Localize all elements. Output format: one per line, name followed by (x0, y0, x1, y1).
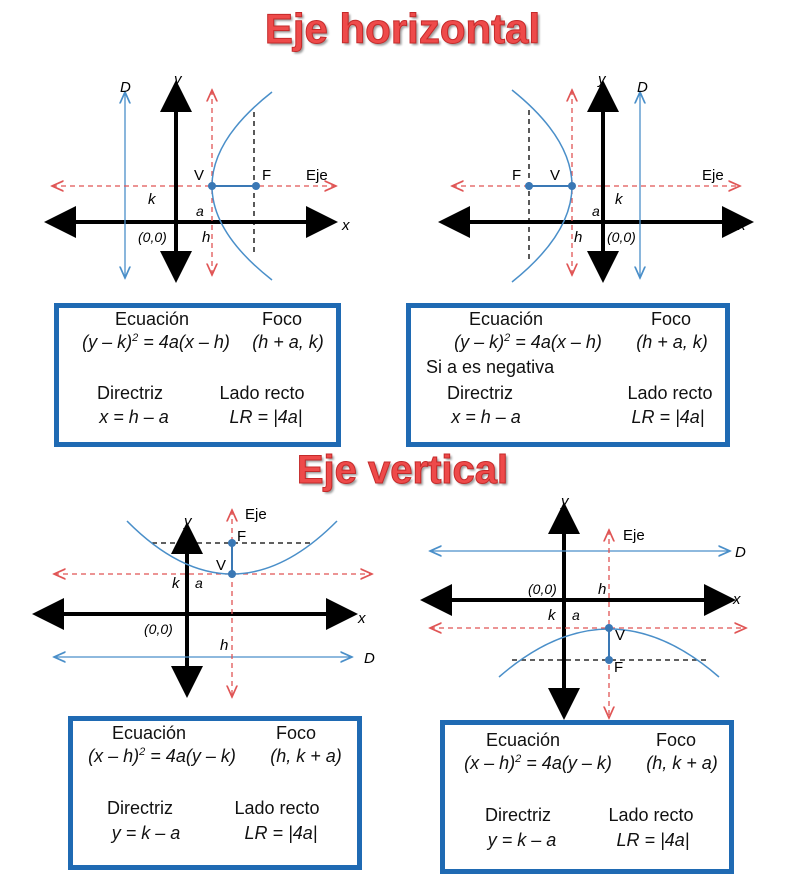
equation: (y – k)$^2$ = 4a(x – h) (82, 332, 230, 352)
lado-recto-label: Lado recto (219, 383, 305, 403)
diagram-horizontal-right (52, 71, 350, 280)
lado-recto-value: LR = |4a| (631, 407, 705, 427)
label-x: x (342, 217, 350, 234)
label-origin: (0,0) (138, 229, 167, 245)
label-V: V (194, 167, 205, 184)
foco-value: (h, k + a) (646, 753, 718, 773)
label-F: F (237, 528, 247, 545)
label-F: F (614, 659, 624, 676)
label-y: y (174, 71, 182, 88)
lado-recto-value: LR = |4a| (244, 823, 318, 843)
directriz-value: y = k – a (487, 830, 557, 850)
label-k: k (148, 191, 156, 208)
label-F: F (262, 167, 272, 184)
directriz-label: Directriz (107, 798, 173, 818)
heading-horizontal-axis: Eje horizontal (264, 5, 541, 52)
directriz-value: y = k – a (111, 823, 181, 843)
label-eje: Eje (245, 506, 267, 523)
foco-value: (h, k + a) (270, 746, 342, 766)
label-eje: Eje (623, 527, 645, 544)
label-x: x (738, 217, 746, 234)
foco-label: Foco (650, 309, 692, 329)
label-x: x (733, 591, 741, 608)
diagram-vertical-up (40, 506, 375, 697)
negative-a-note: Si a es negativa (426, 357, 555, 377)
vertex-point (568, 182, 576, 190)
directriz-label: Directriz (97, 383, 163, 403)
lado-recto-label: Lado recto (608, 805, 694, 825)
equation: (x – h)$^2$ = 4a(y – k) (464, 753, 612, 773)
label-h: h (220, 637, 229, 654)
label-k: k (548, 607, 556, 624)
label-D: D (364, 650, 375, 667)
label-a: a (196, 203, 204, 219)
label-k: k (172, 575, 180, 592)
ecuacion-label: Ecuación (468, 309, 544, 329)
lado-recto-label: Lado recto (627, 383, 713, 403)
label-a: a (572, 607, 580, 623)
label-D: D (120, 79, 131, 96)
label-x: x (358, 610, 366, 627)
diagram-horizontal-left (446, 71, 746, 282)
label-h: h (574, 229, 583, 246)
directriz-value: x = h – a (451, 407, 521, 427)
foco-value: (h + a, k) (252, 332, 324, 352)
ecuacion-label: Ecuación (485, 730, 561, 750)
focus-point (252, 182, 260, 190)
label-y: y (598, 71, 606, 88)
ecuacion-label: Ecuación (111, 723, 187, 743)
label-origin: (0,0) (144, 621, 173, 637)
label-eje: Eje (702, 167, 724, 184)
heading-vertical-axis: Eje vertical (296, 448, 509, 492)
vertex-point (228, 570, 236, 578)
label-origin: (0,0) (528, 581, 557, 597)
label-a: a (592, 203, 600, 219)
foco-label: Foco (275, 723, 317, 743)
directriz-label: Directriz (447, 383, 513, 403)
diagram-vertical-down (428, 493, 746, 718)
label-V: V (550, 167, 561, 184)
label-V: V (216, 557, 227, 574)
label-D: D (735, 544, 746, 561)
vertex-point (208, 182, 216, 190)
foco-label: Foco (655, 730, 697, 750)
label-k: k (615, 191, 623, 208)
directriz-label: Directriz (485, 805, 551, 825)
ecuacion-label: Ecuación (114, 309, 190, 329)
label-a: a (195, 575, 203, 591)
focus-point (605, 656, 613, 664)
lado-recto-value: LR = |4a| (229, 407, 303, 427)
label-origin: (0,0) (607, 229, 636, 245)
label-V: V (615, 627, 626, 644)
lado-recto-label: Lado recto (234, 798, 320, 818)
directriz-value: x = h – a (99, 407, 169, 427)
focus-point (525, 182, 533, 190)
label-h: h (202, 229, 211, 246)
label-h: h (598, 581, 607, 598)
foco-value: (h + a, k) (636, 332, 708, 352)
focus-point (228, 539, 236, 547)
label-y: y (184, 513, 192, 530)
label-y: y (561, 493, 569, 510)
equation: (y – k)$^2$ = 4a(x – h) (454, 332, 602, 352)
vertex-point (605, 624, 613, 632)
foco-label: Foco (261, 309, 303, 329)
label-eje: Eje (306, 167, 328, 184)
label-D: D (637, 79, 648, 96)
label-F: F (512, 167, 522, 184)
equation: (x – h)$^2$ = 4a(y – k) (88, 746, 236, 766)
lado-recto-value: LR = |4a| (616, 830, 690, 850)
